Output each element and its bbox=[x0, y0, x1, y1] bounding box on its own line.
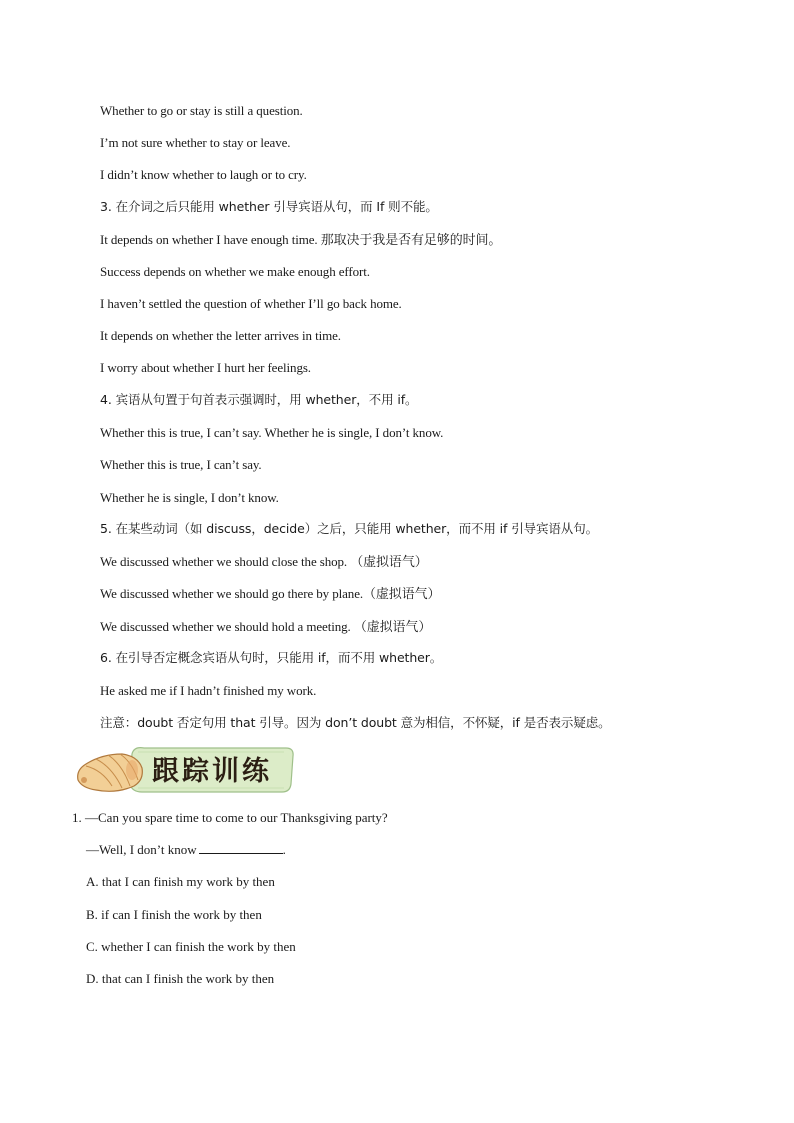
example-line: We discussed whether we should close the shop. （虚拟语气） bbox=[100, 554, 428, 569]
example-line: Whether he is single, I don’t know. bbox=[100, 490, 279, 505]
option-c[interactable]: C. whether I can finish the work by then bbox=[86, 939, 296, 954]
example-line: Success depends on whether we make enough effort. bbox=[100, 264, 370, 279]
example-line: He asked me if I hadn’t finished my work. bbox=[100, 683, 317, 698]
seashell-icon bbox=[78, 754, 143, 791]
question-number: 1. bbox=[72, 810, 82, 825]
option-b[interactable]: B. if can I finish the work by then bbox=[86, 907, 262, 922]
section-title: 跟踪训练 bbox=[152, 756, 272, 787]
reply-end: . bbox=[282, 842, 286, 857]
rule-heading-4: 4. 宾语从句置于句首表示强调时，用 whether，不用 if。 bbox=[100, 392, 418, 407]
example-line: It depends on whether the letter arrives in time. bbox=[100, 328, 341, 343]
note-line: 注意：doubt 否定句用 that 引导。因为 don’t doubt 意为相信，不怀疑，if 是否表示疑虑。 bbox=[100, 715, 611, 730]
rule-heading-5: 5. 在某些动词（如 discuss，decide）之后，只能用 whether，而不用 if 引导宾语从句。 bbox=[100, 521, 598, 536]
example-line: I worry about whether I hurt her feelings. bbox=[100, 360, 311, 375]
example-line: We discussed whether we should hold a meeting. （虚拟语气） bbox=[100, 619, 432, 634]
question-prompt bbox=[72, 809, 388, 827]
question-reply bbox=[86, 841, 286, 859]
rule-heading-3: 3. 在介词之后只能用 whether 引导宾语从句，而 If 则不能。 bbox=[100, 199, 438, 214]
example-line: Whether this is true, I can’t say. Whether he is single, I don’t know. bbox=[100, 425, 444, 440]
question-text: —Can you spare time to come to our Thanksgiving party? bbox=[85, 810, 388, 825]
answer-blank[interactable] bbox=[199, 841, 283, 854]
example-line: Whether to go or stay is still a question. bbox=[100, 103, 303, 118]
section-banner bbox=[72, 740, 298, 800]
example-line: Whether this is true, I can’t say. bbox=[100, 457, 262, 472]
reply-text: —Well, I don’t know bbox=[86, 842, 197, 857]
rule-heading-6: 6. 在引导否定概念宾语从句时，只能用 if，而不用 whether。 bbox=[100, 650, 443, 665]
example-line: I haven’t settled the question of whether I’ll go back home. bbox=[100, 296, 402, 311]
example-line: I’m not sure whether to stay or leave. bbox=[100, 135, 291, 150]
example-line: I didn’t know whether to laugh or to cry. bbox=[100, 167, 307, 182]
option-a[interactable]: A. that I can finish my work by then bbox=[86, 874, 275, 889]
option-d[interactable]: D. that can I finish the work by then bbox=[86, 971, 275, 986]
example-line: It depends on whether I have enough time. 那取决于我是否有足够的时间。 bbox=[100, 232, 502, 247]
example-line: We discussed whether we should go there by plane.（虚拟语气） bbox=[100, 586, 441, 601]
